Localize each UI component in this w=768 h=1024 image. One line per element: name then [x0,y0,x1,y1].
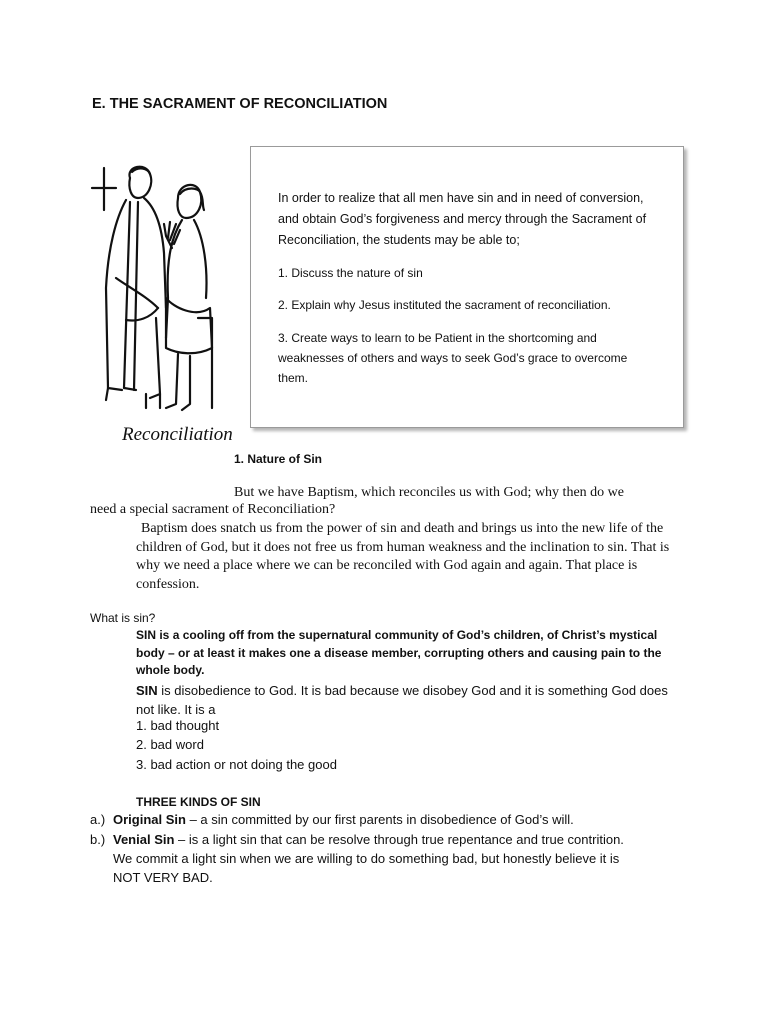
sin-list-item-2: 2. bad word [136,737,204,752]
objective-item-3-line2: weaknesses of others and ways to seek God’s grace to overcome [278,351,628,365]
sin-definition-1 [136,627,688,680]
sin-definition-2-text: is disobedience to God. It is bad because we disobey God and it is something God does not like. It is a [136,683,668,717]
sin-term-1: SIN [136,628,157,642]
objective-item-3-line1: 3. Create ways to learn to be Patient in the shortcoming and [278,331,597,345]
objective-item-1: 1. Discuss the nature of sin [278,266,423,280]
baptism-answer-paragraph [136,520,681,594]
illustration-caption: Reconciliation [122,424,233,445]
sin-list-item-1: 1. bad thought [136,718,220,733]
sin-list-item-3: 3. bad action or not doing the good [136,757,337,772]
objective-item-2: 2. Explain why Jesus instituted the sacrament of reconciliation. [278,298,611,312]
kind-a-term: Original Sin [113,812,186,827]
kind-b-text: – is a light sin that can be resolve through true repentance and true contrition. [174,832,624,847]
baptism-question-line1: But we have Baptism, which reconciles us with God; why then do we [234,485,624,500]
kind-a-label: a.) [90,812,106,827]
objectives-intro: In order to realize that all men have sin and in need of conversion, and obtain God’s forgiveness and mercy through the Sacrament of Reconciliation, the students may be able to; [278,191,647,247]
kind-b-label: b.) [90,832,106,847]
sin-term-2: SIN [136,683,158,698]
objective-item-3-line3: them. [278,371,309,385]
kind-a-text: – a sin committed by our first parents in disobedience of God’s will. [185,812,574,827]
kind-a-original-sin [90,812,574,827]
section-heading: E. THE SACRAMENT OF RECONCILIATION [92,96,388,112]
baptism-answer-text: Baptism does snatch us from the power of sin and death and brings us into the new life of the children of God, but it does not free us from human weakness and the inclination to sin. That is why we need a place where we can be reconciled with God again and again. That place is confession. [136,521,670,592]
objectives-box [250,146,684,428]
baptism-question-line2: need a special sacrament of Reconciliation? [90,502,336,517]
kind-b-term: Venial Sin [113,832,175,847]
nature-of-sin-heading: 1. Nature of Sin [234,452,323,466]
sin-definition-1-text: is a cooling off from the supernatural community of God’s children, of Christ’s mystical body – or at least it makes one a disease member, corrupting others and causing pain to the whole body. [136,628,662,677]
kind-b-continuation-2: NOT VERY BAD. [113,870,213,885]
kind-b-continuation-1: We commit a light sin when we are willing to do something bad, but honestly believe it is [113,851,620,866]
kind-b-venial-sin [90,832,624,847]
three-kinds-heading: THREE KINDS OF SIN [136,795,261,809]
illustration-drawing [86,158,233,468]
priest-and-penitent-illustration [86,158,233,468]
what-is-sin-heading: What is sin? [90,611,156,625]
sin-definition-2 [136,681,688,719]
